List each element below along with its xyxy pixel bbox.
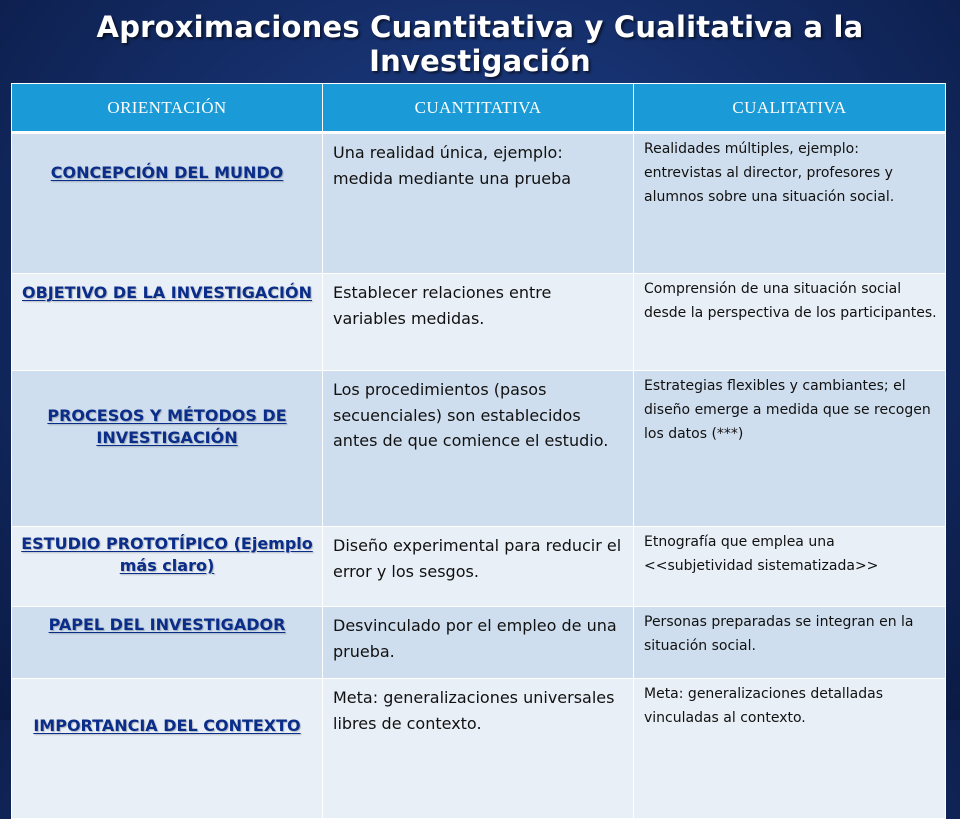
- slide-title: Aproximaciones Cuantitativa y Cualitativa a la Investigación: [96, 10, 864, 78]
- row-orientacion-cell: PAPEL DEL INVESTIGADOR: [12, 607, 323, 679]
- header-cualitativa: CUALITATIVA: [634, 84, 946, 133]
- row-cualitativa-cell: Personas preparadas se integran en la situación social.: [634, 607, 946, 679]
- table-row: [12, 607, 946, 679]
- comparison-table: [11, 83, 946, 819]
- table-row: [12, 527, 946, 607]
- row-orientacion-cell: CONCEPCIÓN DEL MUNDO: [12, 133, 323, 274]
- row-cualitativa-cell: Comprensión de una situación social desde la perspectiva de los participantes.: [634, 274, 946, 371]
- table-row: [12, 133, 946, 274]
- header-orientacion: ORIENTACIÓN: [12, 84, 323, 133]
- table-header-row: [12, 84, 946, 133]
- row-orientacion-cell: ESTUDIO PROTOTÍPICO (Ejemplo más claro): [12, 527, 323, 607]
- row-cuantitativa-cell: Diseño experimental para reducir el error y los sesgos.: [323, 527, 634, 607]
- row-cualitativa-cell: Etnografía que emplea una <<subjetividad sistematizada>>: [634, 527, 946, 607]
- table-row: [12, 679, 946, 819]
- row-cualitativa-cell: Realidades múltiples, ejemplo: entrevistas al director, profesores y alumnos sobre una situación social.: [634, 133, 946, 274]
- row-cuantitativa-cell: Meta: generalizaciones universales libres de contexto.: [323, 679, 634, 819]
- row-cualitativa-cell: Estrategias flexibles y cambiantes; el diseño emerge a medida que se recogen los datos (***): [634, 371, 946, 527]
- header-cuantitativa: CUANTITATIVA: [323, 84, 634, 133]
- row-cuantitativa-cell: Desvinculado por el empleo de una prueba.: [323, 607, 634, 679]
- row-cuantitativa-cell: Establecer relaciones entre variables medidas.: [323, 274, 634, 371]
- table-row: [12, 371, 946, 527]
- row-cuantitativa-cell: Una realidad única, ejemplo: medida mediante una prueba: [323, 133, 634, 274]
- row-orientacion-cell: PROCESOS Y MÉTODOS DE INVESTIGACIÓN: [12, 371, 323, 527]
- row-orientacion-cell: OBJETIVO DE LA INVESTIGACIÓN: [12, 274, 323, 371]
- row-orientacion-cell: IMPORTANCIA DEL CONTEXTO: [12, 679, 323, 819]
- row-cuantitativa-cell: Los procedimientos (pasos secuenciales) son establecidos antes de que comience el estudio.: [323, 371, 634, 527]
- row-cualitativa-cell: Meta: generalizaciones detalladas vinculadas al contexto.: [634, 679, 946, 819]
- table-row: [12, 274, 946, 371]
